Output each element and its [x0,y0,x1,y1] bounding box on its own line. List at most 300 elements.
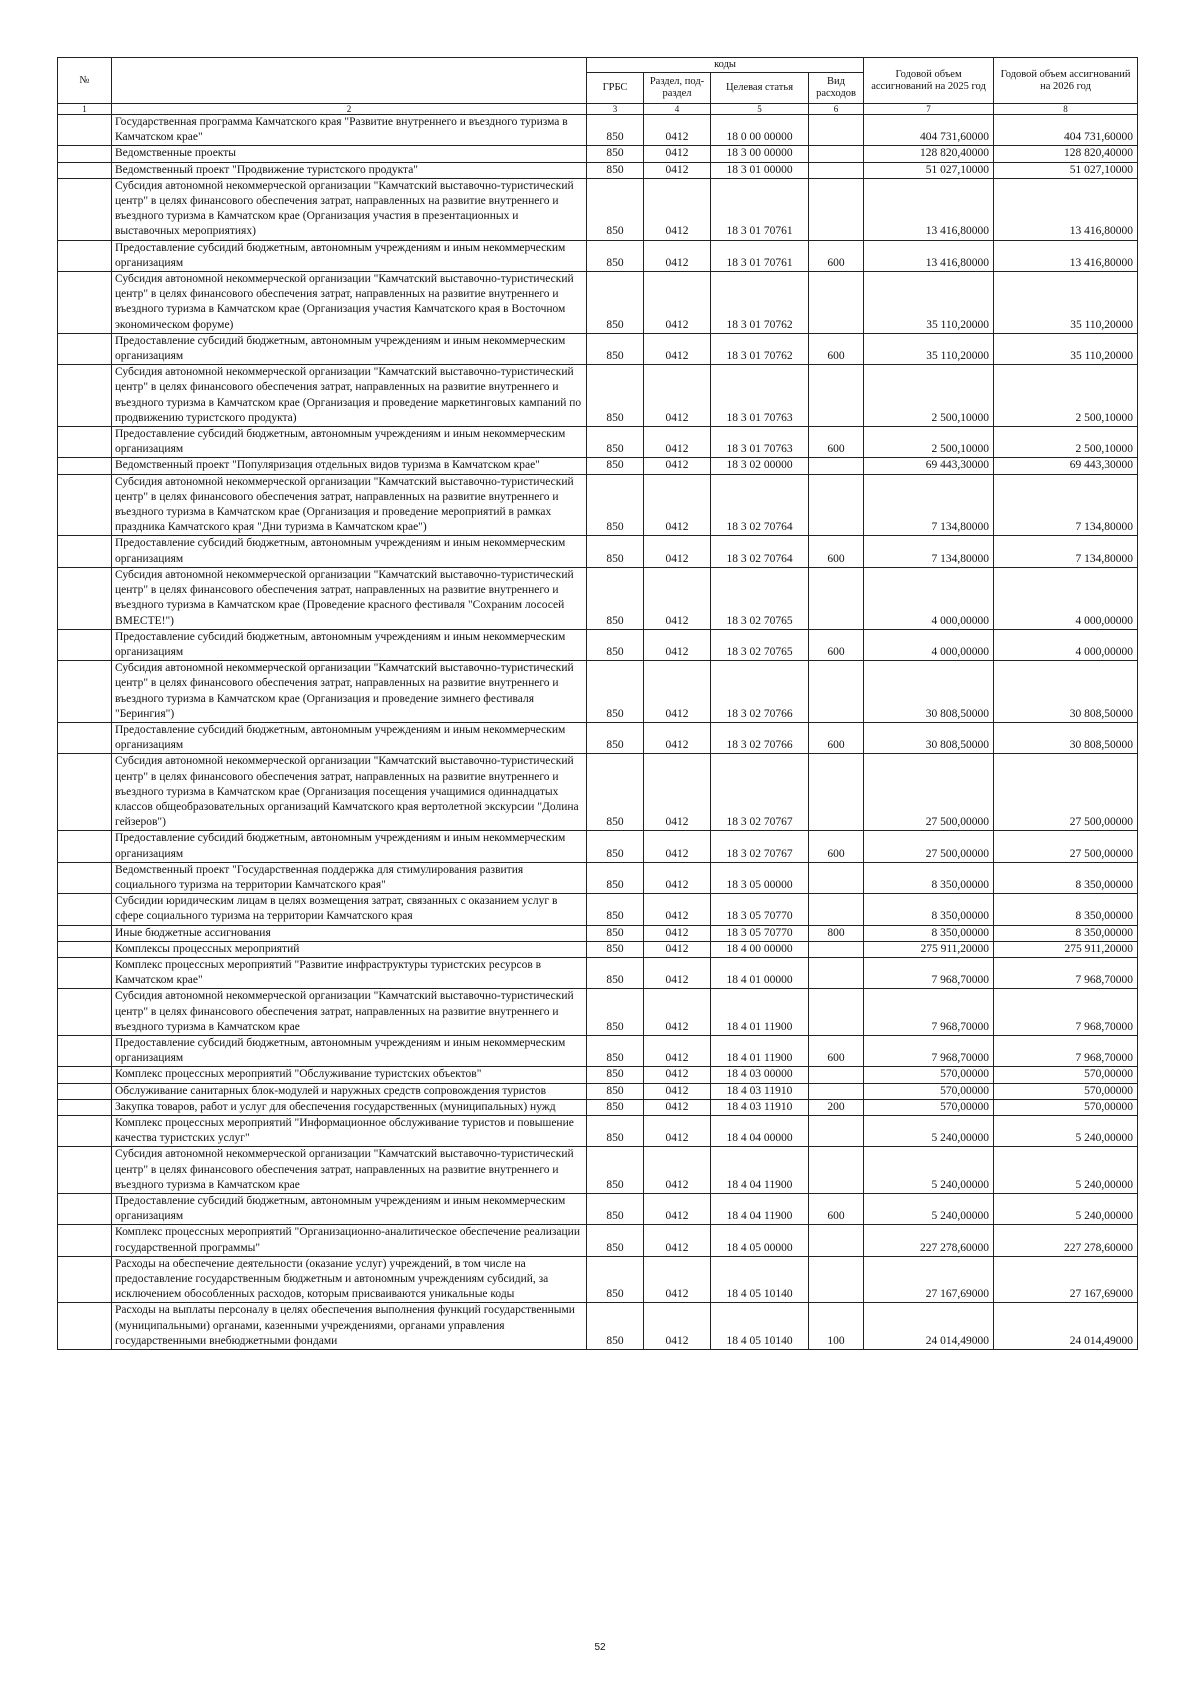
cell-description: Расходы на выплаты персоналу в целях обеспечения выполнения функций государственными (муниципальными) органами, казенными учреждениями, органами управления государственными внебюджетными фондами [112,1303,587,1350]
cell-expense-type [809,458,864,474]
cell-section: 0412 [644,1116,711,1147]
cell-num [58,957,112,988]
budget-sheet [57,57,1137,1350]
cell-section: 0412 [644,115,711,146]
cell-grbs: 850 [587,989,644,1036]
budget-table [57,57,1138,1350]
cell-target: 18 3 05 00000 [711,862,809,893]
cell-expense-type [809,754,864,831]
cell-description: Ведомственный проект "Популяризация отдельных видов туризма в Камчатском крае" [112,458,587,474]
cell-description: Субсидии юридическим лицам в целях возмещения затрат, связанных с оказанием услуг в сфере социального туризма на территории Камчатского края [112,894,587,925]
cell-expense-type [809,941,864,957]
cell-section: 0412 [644,754,711,831]
cell-grbs: 850 [587,365,644,427]
cell-num [58,115,112,146]
cell-target: 18 3 00 00000 [711,146,809,162]
cell-num [58,1116,112,1147]
table-row [58,427,1138,458]
header-grbs: ГРБС [587,73,644,104]
cell-section: 0412 [644,162,711,178]
cell-target: 18 4 04 11900 [711,1194,809,1225]
table-row [58,178,1138,240]
cell-grbs: 850 [587,427,644,458]
cell-grbs: 850 [587,1147,644,1194]
cell-volume-2025: 8 350,00000 [864,894,994,925]
cell-volume-2026: 570,00000 [994,1067,1138,1083]
cell-volume-2026: 24 014,49000 [994,1303,1138,1350]
cell-description: Обслуживание санитарных блок-модулей и наружных средств сопровождения туристов [112,1083,587,1099]
cell-target: 18 3 02 70766 [711,661,809,723]
cell-volume-2026: 69 443,30000 [994,458,1138,474]
cell-volume-2026: 5 240,00000 [994,1116,1138,1147]
cell-expense-type: 600 [809,831,864,862]
cell-grbs: 850 [587,115,644,146]
cell-expense-type [809,1256,864,1303]
cell-description: Субсидия автономной некоммерческой организации "Камчатский выставочно-туристический центр" в целях финансового обеспечения затрат, направленных на развитие внутреннего и въездного туризма в Камчатском крае (Организация участия в презентационных и выставочных мероприятиях) [112,178,587,240]
cell-volume-2025: 2 500,10000 [864,427,994,458]
cell-volume-2025: 30 808,50000 [864,722,994,753]
cell-target: 18 4 04 11900 [711,1147,809,1194]
cell-expense-type: 100 [809,1303,864,1350]
col-number: 6 [809,104,864,115]
cell-grbs: 850 [587,894,644,925]
cell-description: Ведомственный проект "Государственная поддержка для стимулирования развития социального туризма на территории Камчатского края" [112,862,587,893]
cell-num [58,240,112,271]
cell-num [58,365,112,427]
cell-volume-2025: 35 110,20000 [864,272,994,334]
cell-volume-2025: 4 000,00000 [864,567,994,629]
cell-section: 0412 [644,1035,711,1066]
cell-section: 0412 [644,925,711,941]
cell-section: 0412 [644,1225,711,1256]
cell-grbs: 850 [587,536,644,567]
cell-section: 0412 [644,1303,711,1350]
cell-description: Комплекс процессных мероприятий "Обслуживание туристских объектов" [112,1067,587,1083]
cell-target: 18 4 03 11910 [711,1099,809,1115]
cell-description: Комплексы процессных мероприятий [112,941,587,957]
cell-volume-2025: 7 134,80000 [864,536,994,567]
cell-volume-2025: 404 731,60000 [864,115,994,146]
cell-expense-type: 600 [809,1035,864,1066]
cell-expense-type: 600 [809,427,864,458]
cell-expense-type [809,115,864,146]
cell-num [58,1303,112,1350]
header-volume-2025: Годовой объем ассигнований на 2025 год [864,58,994,104]
cell-volume-2026: 570,00000 [994,1083,1138,1099]
col-number: 7 [864,104,994,115]
cell-volume-2025: 13 416,80000 [864,240,994,271]
cell-volume-2025: 8 350,00000 [864,925,994,941]
cell-volume-2026: 7 968,70000 [994,957,1138,988]
cell-num [58,1225,112,1256]
cell-section: 0412 [644,1099,711,1115]
cell-description: Субсидия автономной некоммерческой организации "Камчатский выставочно-туристический центр" в целях финансового обеспечения затрат, направленных на развитие внутреннего и въездного туризма в Камчатском крае (Организация и проведение мероприятий в рамках праздника Камчатского края "Дни туризма в Камчатском крае") [112,474,587,536]
cell-expense-type [809,1067,864,1083]
cell-target: 18 3 02 70764 [711,536,809,567]
cell-grbs: 850 [587,862,644,893]
cell-volume-2025: 27 167,69000 [864,1256,994,1303]
cell-num [58,1099,112,1115]
cell-num [58,458,112,474]
cell-target: 18 3 02 70766 [711,722,809,753]
cell-volume-2026: 7 134,80000 [994,474,1138,536]
cell-volume-2025: 7 968,70000 [864,989,994,1036]
cell-volume-2026: 27 167,69000 [994,1256,1138,1303]
cell-num [58,333,112,364]
table-row [58,957,1138,988]
cell-grbs: 850 [587,1035,644,1066]
cell-volume-2026: 51 027,10000 [994,162,1138,178]
cell-volume-2025: 128 820,40000 [864,146,994,162]
table-row [58,365,1138,427]
cell-expense-type [809,567,864,629]
cell-target: 18 4 01 11900 [711,989,809,1036]
cell-volume-2025: 24 014,49000 [864,1303,994,1350]
cell-grbs: 850 [587,1256,644,1303]
cell-num [58,1194,112,1225]
cell-num [58,1256,112,1303]
cell-grbs: 850 [587,178,644,240]
col-number: 4 [644,104,711,115]
page-number: 52 [594,1642,606,1653]
col-number: 5 [711,104,809,115]
cell-volume-2025: 27 500,00000 [864,831,994,862]
cell-target: 18 3 05 70770 [711,925,809,941]
cell-volume-2026: 275 911,20000 [994,941,1138,957]
cell-volume-2026: 2 500,10000 [994,427,1138,458]
cell-volume-2025: 570,00000 [864,1083,994,1099]
cell-section: 0412 [644,941,711,957]
cell-target: 18 3 05 70770 [711,894,809,925]
cell-num [58,1035,112,1066]
table-row [58,458,1138,474]
cell-target: 18 3 01 70763 [711,365,809,427]
cell-num [58,427,112,458]
table-row [58,1099,1138,1115]
cell-grbs: 850 [587,831,644,862]
table-row [58,1035,1138,1066]
cell-num [58,1147,112,1194]
cell-expense-type: 200 [809,1099,864,1115]
cell-grbs: 850 [587,1194,644,1225]
cell-description: Ведомственные проекты [112,146,587,162]
cell-volume-2025: 51 027,10000 [864,162,994,178]
cell-grbs: 850 [587,1099,644,1115]
cell-volume-2026: 5 240,00000 [994,1147,1138,1194]
cell-volume-2026: 227 278,60000 [994,1225,1138,1256]
cell-volume-2025: 13 416,80000 [864,178,994,240]
cell-target: 18 3 01 70761 [711,240,809,271]
cell-description: Расходы на обеспечение деятельности (оказание услуг) учреждений, в том числе на предоставление государственным бюджетным и автономным учреждениям субсидий, за исключением обособленных расходов, которым присваиваются уникальные коды [112,1256,587,1303]
col-number: 2 [112,104,587,115]
cell-description: Субсидия автономной некоммерческой организации "Камчатский выставочно-туристический центр" в целях финансового обеспечения затрат, направленных на развитие внутреннего и въездного туризма в Камчатском крае (Организация и проведение зимнего фестиваля "Берингия") [112,661,587,723]
cell-section: 0412 [644,178,711,240]
cell-section: 0412 [644,1256,711,1303]
cell-grbs: 850 [587,722,644,753]
cell-section: 0412 [644,831,711,862]
cell-volume-2025: 4 000,00000 [864,629,994,660]
cell-expense-type [809,1083,864,1099]
cell-target: 18 3 02 70765 [711,629,809,660]
table-row [58,1194,1138,1225]
cell-volume-2025: 7 968,70000 [864,957,994,988]
cell-target: 18 3 02 70767 [711,754,809,831]
cell-num [58,629,112,660]
cell-volume-2026: 27 500,00000 [994,754,1138,831]
cell-num [58,894,112,925]
cell-description: Государственная программа Камчатского края "Развитие внутреннего и въездного туризма в Камчатском крае" [112,115,587,146]
table-row [58,162,1138,178]
cell-num [58,722,112,753]
cell-grbs: 850 [587,240,644,271]
cell-expense-type: 600 [809,722,864,753]
cell-section: 0412 [644,427,711,458]
cell-grbs: 850 [587,661,644,723]
cell-description: Субсидия автономной некоммерческой организации "Камчатский выставочно-туристический центр" в целях финансового обеспечения затрат, направленных на развитие внутреннего и въездного туризма в Камчатском крае (Организация посещения учащимися одиннадцатых классов общеобразовательных организаций Камчатского края вертолетной экскурсии "Долина гейзеров") [112,754,587,831]
table-row [58,629,1138,660]
cell-expense-type: 600 [809,240,864,271]
cell-target: 18 3 01 70763 [711,427,809,458]
table-header [58,58,1138,115]
cell-target: 18 3 01 70762 [711,333,809,364]
header-volume-2026: Годовой объем ассигнований на 2026 год [994,58,1138,104]
table-row [58,1116,1138,1147]
cell-volume-2026: 7 134,80000 [994,536,1138,567]
cell-expense-type: 600 [809,536,864,567]
cell-target: 18 4 05 00000 [711,1225,809,1256]
cell-section: 0412 [644,661,711,723]
cell-volume-2026: 5 240,00000 [994,1194,1138,1225]
table-row [58,272,1138,334]
cell-volume-2026: 2 500,10000 [994,365,1138,427]
cell-section: 0412 [644,989,711,1036]
cell-section: 0412 [644,722,711,753]
cell-volume-2026: 7 968,70000 [994,1035,1138,1066]
cell-grbs: 850 [587,754,644,831]
cell-expense-type: 800 [809,925,864,941]
cell-description: Комплекс процессных мероприятий "Развитие инфраструктуры туристских ресурсов в Камчатском крае" [112,957,587,988]
table-row [58,831,1138,862]
cell-description: Комплекс процессных мероприятий "Организационно-аналитическое обеспечение реализации государственной программы" [112,1225,587,1256]
cell-num [58,831,112,862]
col-number: 3 [587,104,644,115]
cell-description: Комплекс процессных мероприятий "Информационное обслуживание туристов и повышение качества туристских услуг" [112,1116,587,1147]
col-number: 8 [994,104,1138,115]
cell-volume-2025: 2 500,10000 [864,365,994,427]
table-row [58,240,1138,271]
cell-num [58,178,112,240]
cell-volume-2026: 4 000,00000 [994,629,1138,660]
table-row [58,1147,1138,1194]
cell-volume-2026: 8 350,00000 [994,925,1138,941]
table-row [58,989,1138,1036]
cell-volume-2025: 27 500,00000 [864,754,994,831]
table-body [58,115,1138,1350]
table-row [58,474,1138,536]
cell-section: 0412 [644,957,711,988]
cell-grbs: 850 [587,925,644,941]
cell-expense-type [809,272,864,334]
table-row [58,1067,1138,1083]
cell-description: Предоставление субсидий бюджетным, автономным учреждениям и иным некоммерческим организациям [112,536,587,567]
cell-target: 18 4 00 00000 [711,941,809,957]
header-num: № [58,58,112,104]
table-row [58,722,1138,753]
cell-grbs: 850 [587,162,644,178]
table-row [58,661,1138,723]
cell-volume-2026: 4 000,00000 [994,567,1138,629]
cell-section: 0412 [644,567,711,629]
cell-num [58,1067,112,1083]
cell-description: Субсидия автономной некоммерческой организации "Камчатский выставочно-туристический центр" в целях финансового обеспечения затрат, направленных на развитие внутреннего и въездного туризма в Камчатском крае (Проведение красного фестиваля "Сохраним лососей ВМЕСТЕ!") [112,567,587,629]
cell-num [58,989,112,1036]
cell-section: 0412 [644,1194,711,1225]
cell-num [58,162,112,178]
header-target: Целевая статья [711,73,809,104]
cell-expense-type [809,1225,864,1256]
cell-grbs: 850 [587,1083,644,1099]
table-row [58,941,1138,957]
cell-volume-2025: 7 968,70000 [864,1035,994,1066]
cell-grbs: 850 [587,629,644,660]
cell-target: 18 4 03 11910 [711,1083,809,1099]
cell-description: Предоставление субсидий бюджетным, автономным учреждениям и иным некоммерческим организациям [112,427,587,458]
cell-volume-2026: 13 416,80000 [994,240,1138,271]
header-expense-type: Вид расходов [809,73,864,104]
cell-section: 0412 [644,536,711,567]
cell-target: 18 3 02 70767 [711,831,809,862]
cell-description: Предоставление субсидий бюджетным, автономным учреждениям и иным некоммерческим организациям [112,831,587,862]
cell-section: 0412 [644,240,711,271]
header-codes: коды [587,58,864,73]
cell-grbs: 850 [587,1067,644,1083]
table-row [58,333,1138,364]
cell-num [58,862,112,893]
cell-section: 0412 [644,458,711,474]
cell-description: Предоставление субсидий бюджетным, автономным учреждениям и иным некоммерческим организациям [112,629,587,660]
table-row [58,1225,1138,1256]
cell-volume-2026: 8 350,00000 [994,894,1138,925]
table-row [58,146,1138,162]
cell-volume-2026: 30 808,50000 [994,661,1138,723]
cell-volume-2026: 35 110,20000 [994,272,1138,334]
cell-expense-type [809,957,864,988]
cell-expense-type: 600 [809,1194,864,1225]
cell-volume-2025: 69 443,30000 [864,458,994,474]
table-row [58,925,1138,941]
header-section: Раздел, под-раздел [644,73,711,104]
cell-volume-2025: 35 110,20000 [864,333,994,364]
cell-target: 18 3 02 00000 [711,458,809,474]
cell-description: Иные бюджетные ассигнования [112,925,587,941]
cell-volume-2026: 7 968,70000 [994,989,1138,1036]
cell-section: 0412 [644,365,711,427]
cell-target: 18 4 05 10140 [711,1303,809,1350]
table-row [58,115,1138,146]
cell-description: Ведомственный проект "Продвижение туристского продукта" [112,162,587,178]
cell-grbs: 850 [587,941,644,957]
cell-target: 18 3 01 00000 [711,162,809,178]
cell-volume-2026: 404 731,60000 [994,115,1138,146]
cell-description: Субсидия автономной некоммерческой организации "Камчатский выставочно-туристический центр" в целях финансового обеспечения затрат, направленных на развитие внутреннего и въездного туризма в Камчатском крае [112,989,587,1036]
cell-volume-2026: 128 820,40000 [994,146,1138,162]
cell-grbs: 850 [587,1303,644,1350]
cell-expense-type [809,661,864,723]
cell-expense-type [809,862,864,893]
cell-num [58,941,112,957]
cell-volume-2025: 5 240,00000 [864,1116,994,1147]
cell-volume-2025: 5 240,00000 [864,1147,994,1194]
cell-volume-2025: 570,00000 [864,1067,994,1083]
cell-description: Субсидия автономной некоммерческой организации "Камчатский выставочно-туристический центр" в целях финансового обеспечения затрат, направленных на развитие внутреннего и въездного туризма в Камчатском крае [112,1147,587,1194]
cell-section: 0412 [644,629,711,660]
col-number: 1 [58,104,112,115]
cell-expense-type [809,474,864,536]
cell-description: Субсидия автономной некоммерческой организации "Камчатский выставочно-туристический центр" в целях финансового обеспечения затрат, направленных на развитие внутреннего и въездного туризма в Камчатском крае (Организация и проведение маркетинговых кампаний по продвижению туристского продукта) [112,365,587,427]
cell-description: Предоставление субсидий бюджетным, автономным учреждениям и иным некоммерческим организациям [112,333,587,364]
cell-volume-2026: 13 416,80000 [994,178,1138,240]
cell-target: 18 3 02 70764 [711,474,809,536]
cell-volume-2026: 8 350,00000 [994,862,1138,893]
cell-section: 0412 [644,894,711,925]
cell-grbs: 850 [587,474,644,536]
cell-volume-2025: 7 134,80000 [864,474,994,536]
cell-volume-2025: 570,00000 [864,1099,994,1115]
cell-section: 0412 [644,862,711,893]
cell-volume-2026: 35 110,20000 [994,333,1138,364]
cell-target: 18 3 01 70762 [711,272,809,334]
cell-expense-type: 600 [809,629,864,660]
table-row [58,536,1138,567]
cell-grbs: 850 [587,957,644,988]
cell-num [58,925,112,941]
cell-volume-2026: 570,00000 [994,1099,1138,1115]
cell-section: 0412 [644,272,711,334]
cell-volume-2026: 27 500,00000 [994,831,1138,862]
cell-section: 0412 [644,146,711,162]
cell-volume-2025: 275 911,20000 [864,941,994,957]
table-row [58,1303,1138,1350]
cell-num [58,536,112,567]
cell-description: Предоставление субсидий бюджетным, автономным учреждениям и иным некоммерческим организациям [112,240,587,271]
cell-section: 0412 [644,1147,711,1194]
header-description [112,58,587,104]
cell-expense-type [809,146,864,162]
cell-num [58,567,112,629]
cell-description: Предоставление субсидий бюджетным, автономным учреждениям и иным некоммерческим организациям [112,1194,587,1225]
cell-volume-2025: 30 808,50000 [864,661,994,723]
cell-target: 18 4 01 00000 [711,957,809,988]
cell-volume-2025: 8 350,00000 [864,862,994,893]
cell-expense-type [809,178,864,240]
table-row [58,862,1138,893]
cell-num [58,1083,112,1099]
cell-description: Предоставление субсидий бюджетным, автономным учреждениям и иным некоммерческим организациям [112,1035,587,1066]
cell-volume-2026: 30 808,50000 [994,722,1138,753]
cell-num [58,754,112,831]
cell-description: Субсидия автономной некоммерческой организации "Камчатский выставочно-туристический центр" в целях финансового обеспечения затрат, направленных на развитие внутреннего и въездного туризма в Камчатском крае (Организация участия Камчатского края в Восточном экономическом форуме) [112,272,587,334]
table-row [58,754,1138,831]
cell-num [58,661,112,723]
cell-target: 18 0 00 00000 [711,115,809,146]
cell-grbs: 850 [587,1225,644,1256]
table-row [58,1083,1138,1099]
cell-expense-type [809,894,864,925]
table-row [58,1256,1138,1303]
cell-section: 0412 [644,333,711,364]
cell-section: 0412 [644,1083,711,1099]
cell-target: 18 4 04 00000 [711,1116,809,1147]
